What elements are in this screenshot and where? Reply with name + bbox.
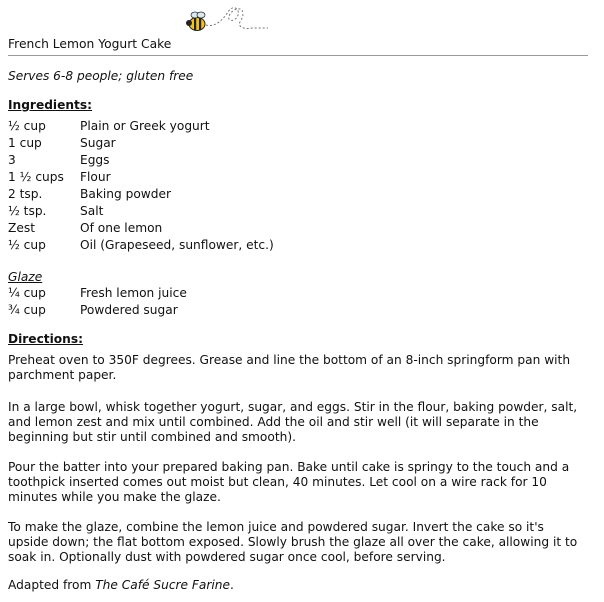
direction-step: To make the glaze, combine the lemon juice and powdered sugar. Invert the cake so it's upside down; the flat bottom exposed. Slowly brush the glaze all over the cake, allowing it to soak in. Optionally dust with powdered sugar once cool, before serving. <box>8 520 578 565</box>
ingredient-qty: ½ cup <box>8 238 46 252</box>
ingredients-heading: Ingredients: <box>8 98 93 112</box>
glaze-row <box>8 285 187 302</box>
ingredient-row <box>8 169 274 186</box>
glaze-item: Fresh lemon juice <box>80 286 187 300</box>
ingredient-qty: ½ tsp. <box>8 204 47 218</box>
ingredient-row <box>8 186 274 203</box>
ingredient-qty: 1 ½ cups <box>8 170 64 184</box>
ingredient-row <box>8 203 274 220</box>
title-divider <box>8 55 588 56</box>
ingredient-row <box>8 237 274 254</box>
ingredient-item: Oil (Grapeseed, sunflower, etc.) <box>80 238 274 252</box>
ingredient-qty: 1 cup <box>8 136 42 150</box>
ingredient-row <box>8 220 274 237</box>
adapted-prefix: Adapted from <box>8 578 96 592</box>
direction-step: Pour the batter into your prepared baking pan. Bake until cake is springy to the touch and a toothpick inserted comes out moist but clean, 40 minutes. Let cool on a wire rack for 10 minutes while you make the glaze. <box>8 460 570 505</box>
adapted-source: The Café Sucre Farine <box>95 578 231 592</box>
glaze-qty: ¼ cup <box>8 286 46 300</box>
glaze-item: Powdered sugar <box>80 303 178 317</box>
direction-step: Preheat oven to 350F degrees. Grease and line the bottom of an 8-inch springform pan with parchment paper. <box>8 353 571 383</box>
glaze-list <box>8 285 187 319</box>
ingredient-item: Baking powder <box>80 187 172 201</box>
adapted-from <box>8 578 588 593</box>
serves-note: Serves 6-8 people; gluten free <box>8 69 194 83</box>
ingredient-item: Of one lemon <box>80 221 163 235</box>
glaze-qty: ¾ cup <box>8 303 46 317</box>
ingredient-qty: Zest <box>8 221 35 235</box>
directions-heading: Directions: <box>8 332 83 346</box>
ingredient-item: Salt <box>80 204 104 218</box>
glaze-row <box>8 302 187 319</box>
ingredients-list <box>8 118 274 254</box>
ingredient-qty: 2 tsp. <box>8 187 43 201</box>
ingredient-row <box>8 152 274 169</box>
direction-step: In a large bowl, whisk together yogurt, sugar, and eggs. Stir in the flour, baking powder, salt, and lemon zest and mix until combined. Add the oil and stir well (it will separate in the beginning but stir until combined and smooth). <box>8 400 578 445</box>
recipe-title: French Lemon Yogurt Cake <box>8 37 172 51</box>
ingredient-item: Sugar <box>80 136 116 150</box>
ingredient-item: Plain or Greek yogurt <box>80 119 210 133</box>
ingredient-qty: 3 <box>8 153 16 167</box>
ingredient-qty: ½ cup <box>8 119 46 133</box>
glaze-heading: Glaze <box>8 270 43 284</box>
bee-icon <box>184 6 274 34</box>
ingredient-item: Eggs <box>80 153 110 167</box>
ingredient-item: Flour <box>80 170 111 184</box>
ingredient-row <box>8 118 274 135</box>
ingredient-row <box>8 135 274 152</box>
adapted-suffix: . <box>230 578 234 592</box>
